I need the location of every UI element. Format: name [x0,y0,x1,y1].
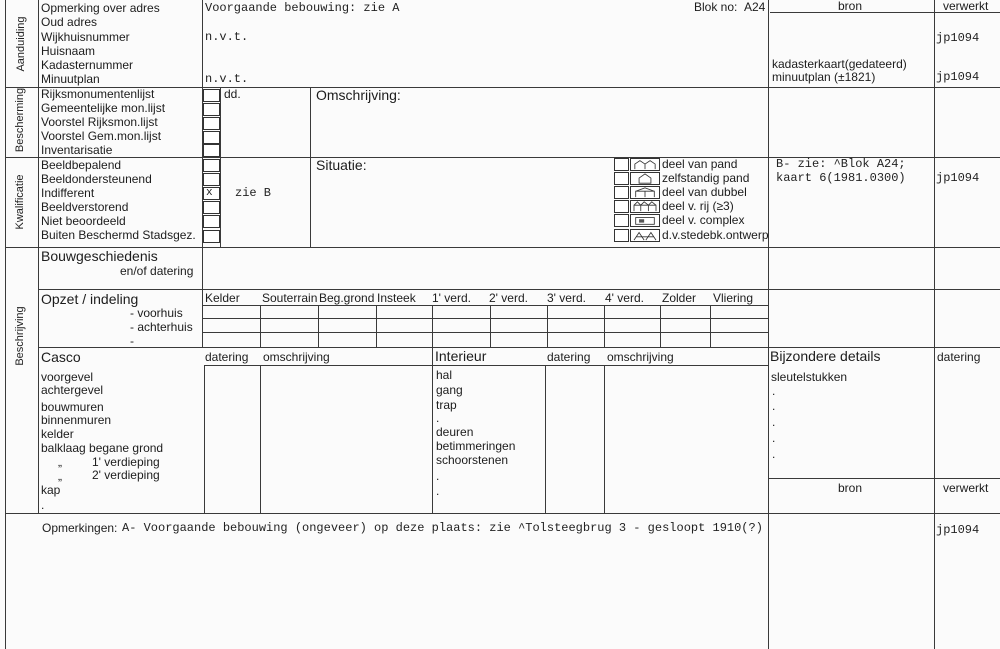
situatie-option-deel-van-dubbel: deel van dubbel [662,185,747,199]
interieur-item-hal: hal [436,368,453,382]
casco-item-bouwmuren: bouwmuren [41,400,104,414]
opzet-col-1-verd: 1' verd. [432,291,471,305]
checkbox-gemeentelijke[interactable] [203,103,220,116]
check-column-divider [220,87,221,247]
field-kadasternummer: Kadasternummer [41,58,134,72]
checkbox-deel-van-dubbel[interactable] [614,186,629,199]
label-column-divider [38,0,39,513]
interieur-item-betimmeringen: betimmeringen [436,439,516,453]
field-rijksmonumentenlijst: Rijksmonumentenlijst [41,87,155,101]
field-gemeentelijke-mon-lijst: Gemeentelijke mon.lijst [41,101,166,115]
opmerkingen-label: Opmerkingen: [42,521,118,535]
checkbox-deel-v-rij[interactable] [614,200,629,213]
opzet-col-vliering: Vliering [713,291,754,305]
casco-item-balklaag: balklaag begane grond [41,441,164,455]
deel-van-pand-icon [630,158,660,171]
opzet-row-voorhuis: - voorhuis [130,306,183,320]
opzet-col [260,305,261,347]
lower-bron-line [768,478,1000,479]
lower-verwerkt-header: verwerkt [943,481,989,495]
deel-van-dubbel-icon [630,186,660,199]
bron-header: bron [838,0,863,13]
kwalificatie-source-line2[interactable]: kaart 6(1981.0300) [776,171,906,185]
bijzondere-item-dot: . [772,431,776,445]
interieur-item-trap: trap [436,398,457,412]
opzet-grid-line-1 [202,305,768,306]
field-oud-adres: Oud adres [41,15,98,29]
situatie-label: Situatie: [316,157,367,173]
casco-omschrijving-col [260,365,261,513]
interieur-label: Interieur [435,348,487,364]
checkbox-rijksmonumentenlijst[interactable] [203,89,220,102]
blok-value[interactable]: A24 [744,0,766,14]
verwerkt-divider [934,0,935,649]
bijzondere-item-sleutelstukken: sleutelstukken [771,370,848,384]
opzet-col [318,305,319,347]
interieur-item-deuren: deuren [436,425,474,439]
checkbox-buiten-beschermd[interactable] [203,230,220,243]
kwalificatie-note[interactable]: zie B [235,186,272,200]
field-buiten-beschermd: Buiten Beschermd Stadsgez. [41,228,196,242]
opzet-col-4-verd: 4' verd. [605,291,644,305]
bijzondere-datering-header: datering [937,350,981,364]
opzet-row-empty: - [130,334,134,348]
checkbox-inventarisatie[interactable] [203,144,220,157]
situatie-option-zelfstandig-pand: zelfstandig pand [662,171,750,185]
ditto-mark: „ [58,469,62,483]
bron-divider [768,0,769,649]
minuutplan-value[interactable]: n.v.t. [205,72,249,86]
opzet-col [710,305,711,347]
checkbox-dv-stedebk-ontwerp[interactable] [614,229,629,242]
interieur-datering-header: datering [547,350,591,364]
bijzondere-details-label: Bijzondere details [770,348,881,364]
field-beeldondersteunend: Beeldondersteunend [41,172,152,186]
interieur-item-dot: . [436,411,440,425]
opzet-col-beg-grond: Beg.grond [319,291,375,305]
interieur-item-schoorstenen: schoorstenen [436,453,509,467]
deel-v-complex-icon [630,214,660,227]
field-voorstel-gem-mon-lijst: Voorstel Gem.mon.lijst [41,129,162,143]
interieur-divider [432,347,433,513]
bouwgeschiedenis-bottom [38,289,1000,290]
checkbox-voorstel-gem[interactable] [203,131,220,144]
checkbox-indifferent[interactable] [203,187,220,200]
opzet-col-2-verd: 2' verd. [489,291,528,305]
casco-item-kelder: kelder [41,427,74,441]
ditto-mark: „ [58,455,62,469]
field-wijkhuisnummer: Wijkhuisnummer [41,30,130,44]
field-voorstel-rijksmon-lijst: Voorstel Rijksmon.lijst [41,115,158,129]
lower-bron-header: bron [838,481,863,495]
casco-item-achtergevel: achtergevel [41,383,104,397]
opzet-col [432,305,433,347]
indifferent-check-mark: x [206,187,213,199]
opzet-col-zolder: Zolder [662,291,697,305]
bijzondere-datering-col [934,365,935,478]
opzet-col-3-verd: 3' verd. [547,291,586,305]
checkbox-deel-van-pand[interactable] [614,158,629,171]
casco-datering-header: datering [205,350,249,364]
checkbox-beeldverstorend[interactable] [203,201,220,214]
checkbox-voorstel-rijksmon[interactable] [203,117,220,130]
datering-label: en/of datering [120,264,194,278]
verwerkt-bottom[interactable]: jp1094 [936,70,980,84]
opzet-col-insteek: Insteek [377,291,416,305]
casco-label: Casco [41,349,81,365]
opmerking-value[interactable]: Voorgaande bebouwing: zie A [205,1,400,15]
bijzondere-item-dot: . [772,399,776,413]
dd-label: dd. [224,87,241,101]
field-inventarisatie: Inventarisatie [41,143,113,157]
bouwgeschiedenis-label: Bouwgeschiedenis [41,248,158,264]
casco-item-kap: kap [41,483,61,497]
casco-datering-col [204,365,205,513]
opzet-col [490,305,491,347]
zelfstandig-pand-icon [630,172,660,185]
verwerkt-top[interactable]: jp1094 [936,31,980,45]
interieur-omschrijving-col [604,365,605,513]
opzet-col-kelder: Kelder [205,291,240,305]
situatie-option-deel-v-complex: deel v. complex [662,213,745,227]
field-minuutplan: Minuutplan [41,72,100,86]
bijzondere-item-dot: . [772,415,776,429]
omschrijving-label: Omschrijving: [316,87,401,103]
casco-item-dot: . [41,498,45,512]
casco-item-binnenmuren: binnenmuren [41,413,112,427]
left-border [5,0,6,649]
wijkhuisnummer-value[interactable]: n.v.t. [205,30,249,44]
opzet-grid-line-2 [202,318,768,319]
field-opmerking-over-adres: Opmerking over adres [41,1,160,15]
opzet-label: Opzet / indeling [41,291,139,307]
field-beeldbepalend: Beeldbepalend [41,158,122,172]
field-huisnaam: Huisnaam [41,44,96,58]
bijzondere-item-dot: . [772,447,776,461]
opzet-col [547,305,548,347]
opmerkingen-verwerkt[interactable]: jp1094 [936,523,980,537]
stedebouwkundig-ontwerp-icon [630,229,660,242]
opzet-col [604,305,605,347]
bron-entry-minuutplan: minuutplan (±1821) [772,70,876,84]
interieur-datering-col [545,365,546,513]
bescherming-section-label: Bescherming [14,87,26,153]
casco-item-2-verdieping: 2' verdieping [92,468,160,482]
interieur-omschrijving-header: omschrijving [607,350,674,364]
opzet-grid-line-3 [202,332,768,333]
aanduiding-section-label: Aanduiding [15,16,27,72]
opmerkingen-text[interactable]: A- Voorgaande bebouwing (ongeveer) op deze plaats: zie ^Tolsteegbrug 3 - gesloopt 1910(?) [122,521,763,535]
casco-item-1-verdieping: 1' verdieping [92,455,160,469]
checkbox-beeldondersteunend[interactable] [203,173,220,186]
opzet-col-souterrain: Souterrain [262,291,318,305]
bijzondere-item-dot: . [772,384,776,398]
beschrijving-section-label: Beschrijving [14,306,26,366]
situatie-option-dv-stedebk-ontwerp: d.v.stedebk.ontwerp [662,228,769,242]
checkbox-zelfstandig-pand[interactable] [614,172,629,185]
interieur-item-dot: . [436,484,440,498]
field-beeldverstorend: Beeldverstorend [41,200,129,214]
interieur-item-gang: gang [436,383,463,397]
opzet-row-achterhuis: - achterhuis [130,320,193,334]
opzet-col [660,305,661,347]
interieur-item-dot: . [436,469,440,483]
situatie-option-deel-v-rij: deel v. rij (≥3) [662,199,734,213]
kwalificatie-source-line1[interactable]: B- zie: ^Blok A24; [776,157,906,171]
kwalificatie-verwerkt[interactable]: jp1094 [936,171,980,185]
checkbox-niet-beoordeeld[interactable] [203,215,220,228]
kwalificatie-section-label: Kwalificatie [14,174,26,230]
deel-v-rij-icon [630,200,660,213]
field-niet-beoordeeld: Niet beoordeeld [41,214,126,228]
bron-entry-kadasterkaart: kadasterkaart(gedateerd) [772,57,907,71]
opmerkingen-top [5,513,1000,514]
checkbox-deel-v-complex[interactable] [614,214,629,227]
casco-omschrijving-header: omschrijving [263,350,330,364]
blok-label: Blok no: [694,0,738,14]
verwerkt-header: verwerkt [943,0,989,13]
opzet-col [376,305,377,347]
situatie-option-deel-van-pand: deel van pand [662,157,738,171]
casco-header-line [204,365,768,366]
field-indifferent: Indifferent [41,186,95,200]
checkbox-beeldbepalend[interactable] [203,159,220,172]
casco-item-voorgevel: voorgevel [41,370,94,384]
omschrijving-divider [310,87,311,247]
